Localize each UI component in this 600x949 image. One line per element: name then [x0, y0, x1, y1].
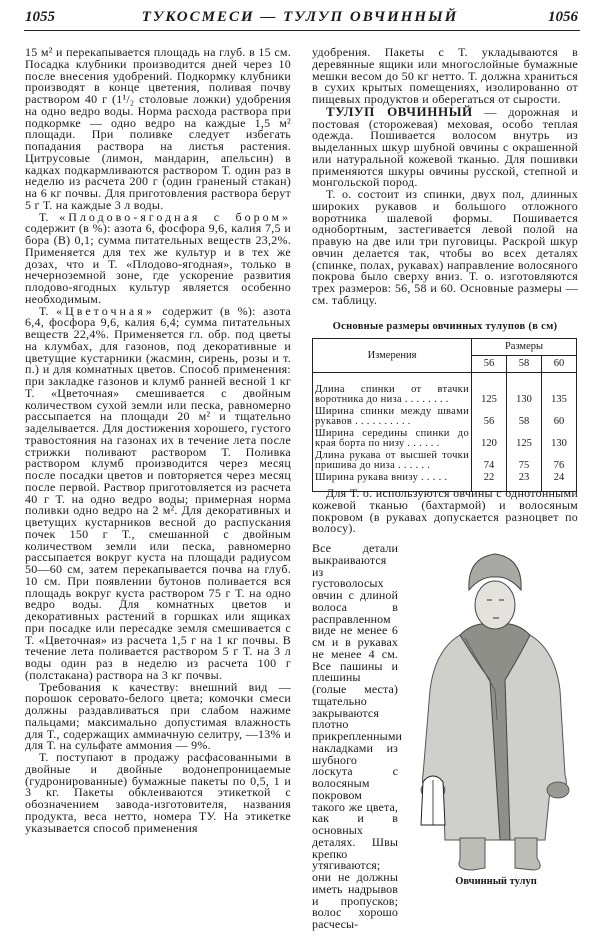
size-header: 58: [507, 356, 542, 373]
coat-pattern-sketch: [421, 776, 445, 825]
right-column-top: [312, 47, 578, 307]
table-row: [313, 373, 577, 407]
entry-headword: ТУЛУП ОВЧИННЫЙ: [326, 103, 473, 119]
table-row: [313, 428, 577, 450]
cell: 56: [472, 406, 507, 428]
paragraph-construction: Т. о. состоит из спинки, двух пол, длинных широких рукавов и большого отложного воротника шалевой формы. Пошивается однобортным, застегивается левой полой на правую на две или три пуговицы. Раскрой шкур овчин делается так, чтобы во всех деталях (спинке, полах, рукавах) направление волосяного покрова было сверху вниз. Т. о. изготовляются трех размеров: 56, 58 и 60. Основные размеры — см. таблицу.: [312, 187, 578, 307]
cell: 125: [472, 373, 507, 407]
page-number-left: 1055: [25, 9, 55, 25]
text: Для Т. о. используются овчины с однотонными кожевой тканью (бахтармой) и волосяным покровом (в рукавах допускается разноцвет по волосу).: [312, 486, 578, 536]
paragraph-continuation: удобрения. Пакеты с Т. укладываются в деревянные ящики или многослойные бумажные мешки весом до 50 кг нетто. Т. должна храниться в сухих крытых помещениях, изолированно от пищевых продуктов и оберегаться от сырости.: [312, 45, 578, 106]
paragraph-tsvetochnaya: [25, 303, 291, 682]
figure-caption: Овчинный тулуп: [455, 876, 537, 887]
paragraph-continuation: 15 м² и перекапывается площадь на глуб. в 15 см. Посадка клубники производится дней через 10 после внесения удобрений. Подкормку клубники производят в конце цветения, поливая почву раствором 40 г (1¹/₂ столовые ложки) удобрения на одно ведро воды. Норма расхода раствора при подкормке — одно ведро на каждые 1,5 м² площади. При поливке следует избегать попадания раствора на листья растения. Цитрусовые (лимон, мандарин, апельсин) в кадках подкармливаются раствором Т. один раз в неделю из расчета 200 г (один граненый стакан) на 6 кг почвы. Для приготовления раствора берут 5 г Т. на каждые 3 л воды.: [25, 47, 291, 212]
column-header-measurements: Измерения: [313, 339, 472, 373]
text: содержит (в %): азота 6,4, фосфора 9,6, калия 6,4; сумма питательных веществ 22,4%. Применяется гл. обр. под цветы на клумбах, для газонов, под декоративные и цветущие кустарники (жасмин, сирень, розы и т. п.) и для комнатных цветов. Способ применения: при закладке газонов и клумб ранней весной 1 кг Т. «Цветочная» смешивается с двойным количеством сухой земли или песка, равномерно рассыпается на площади 20 м² и тщательно заделывается. Для достижения хорошего, густого травостояния на газонах их в течение лета после стрижки поливают раствором Т. Поливка раствором клумб производится через месяц после посадки цветов и повторяется через месяц после первой. Раствор приготовляется из расчета 40 г Т. на одно ведро воды; примерная норма поливки одно ведро на 2 м². Для декоративных и цветущих кустарников весной до распускания почек 150 г Т., смешанной с двойным количеством земли или песка, равномерно рассыпается вокруг куста на площади радиусом 50—60 см, затем перекапывается почва на глуб. 10 см. При появлении бутонов поливается вся площадь вокруг куста раствором 75 г Т. на одно ведро воды. Для комнатных цветов и декоративных растений в горшках или ящиках при посадке или пересадке земля смешивается с Т. «Цветочная» из расчета 1,5 г на 1 кг почвы. В течение лета поливается раствором 5 г Т. на 3 л воды один раз в неделю из расчета 100 г (полстакана) раствора на 3 кг почвы.: [25, 303, 291, 682]
cell: 130: [507, 373, 542, 407]
text: Все детали выкраиваются из густоволосых овчин с длиной волоса в расправленном виде не менее 6 см и в рукавах не менее 4 см. Все пашины и плешины (голые места) тщательно закрываются плотно прикрепленными накладками из шубного лоскута с волосяным покровом такого же цвета, как и в основных деталях. Швы крепко утягиваются; они не должны иметь надрывов и пропусков; волос хорошо расчесы-: [312, 541, 403, 931]
running-header-title: ТУКОСМЕСИ — ТУЛУП ОВЧИННЫЙ: [141, 9, 459, 25]
paragraph-details: [312, 541, 403, 931]
paragraph-packaging: Т. поступают в продажу расфасованными в двойные и двойные водонепроницаемые (гудронированные) бумажные пакеты по 0,5, 1 и 3 кг. Пакеты обклеиваются этикеткой с обозначением завода-изготовителя, названия продукта, веса нетто, номера ТУ. На этикетке указывается способ применения: [25, 750, 291, 835]
row-label: Ширина спинки между швами рукавов . . . . . . . . . .: [315, 406, 469, 427]
header-rule: [24, 30, 580, 31]
cell: 75: [507, 450, 542, 472]
sheepskin-coat-illustration: [405, 540, 585, 875]
row-label: Длина спинки от втачки воротника до низа . . . . . . . .: [315, 384, 469, 405]
row-label: Ширина середины спинки до края борта по низу . . . . . .: [315, 428, 469, 449]
cell: 22: [472, 472, 507, 492]
cell: 125: [507, 428, 542, 450]
size-header: 56: [472, 356, 507, 373]
table-row: [313, 450, 577, 472]
text: Т.: [39, 303, 57, 318]
cell: 58: [507, 406, 542, 428]
row-label: Длина рукава от высшей точки пришива до низа . . . . . .: [315, 450, 469, 471]
cell: 130: [542, 428, 577, 450]
size-header: 60: [542, 356, 577, 373]
cell: 135: [542, 373, 577, 407]
table-row: [313, 406, 577, 428]
cell: 120: [472, 428, 507, 450]
paragraph-materials: [312, 488, 578, 535]
row-label: Ширина рукава внизу . . . . .: [315, 472, 448, 483]
product-name: «Цветочная»: [56, 303, 155, 318]
cell: 60: [542, 406, 577, 428]
left-column: [25, 47, 291, 887]
entry-tulup: [312, 103, 579, 190]
sizes-table: [312, 338, 577, 492]
text: Т.: [39, 209, 60, 224]
cell: 76: [542, 450, 577, 472]
table-caption: Основные размеры овчинных тулупов (в см): [332, 321, 558, 332]
paragraph-quality: Требования к качеству: внешний вид — порошок серовато-белого цвета; комочки смеси должны раздавливаться при слабом нажиме пальцами; максимально допустимая влажность для Т., содержащих аммиачную селитру, —13% и для Т. на сульфате аммония — 9%.: [25, 679, 291, 753]
cell: 23: [507, 472, 542, 492]
column-group-sizes: Размеры: [472, 339, 577, 356]
cell: 24: [542, 472, 577, 492]
paragraph-plodovo-yagodnaya: [25, 209, 291, 306]
cell: 74: [472, 450, 507, 472]
page-number-right: 1056: [548, 9, 578, 25]
text: содержит (в %): азота 6, фосфора 9,6, калия 7,5 и бора (В) 0,1; сумма питательных веществ 23,2%. Применяется для тех же культур и в тех же дозах, что и Т. «Плодово-ягодная», только в нечерноземной зоне, где ускорение развития плодово-ягодных культур является особенно необходимым.: [25, 221, 291, 306]
text: — дорожная и постовая (сторожевая) меховая, особо теплая одежда. Пошивается волосом внутрь из выделанных шкур шубной овчины с окрашенной или натуральной кожевой тканью. Для пошивки применяются шкуры овчины русской, степной и монгольской пород.: [312, 104, 579, 190]
product-name: «Плодово-ягодная с бором»: [59, 209, 291, 224]
